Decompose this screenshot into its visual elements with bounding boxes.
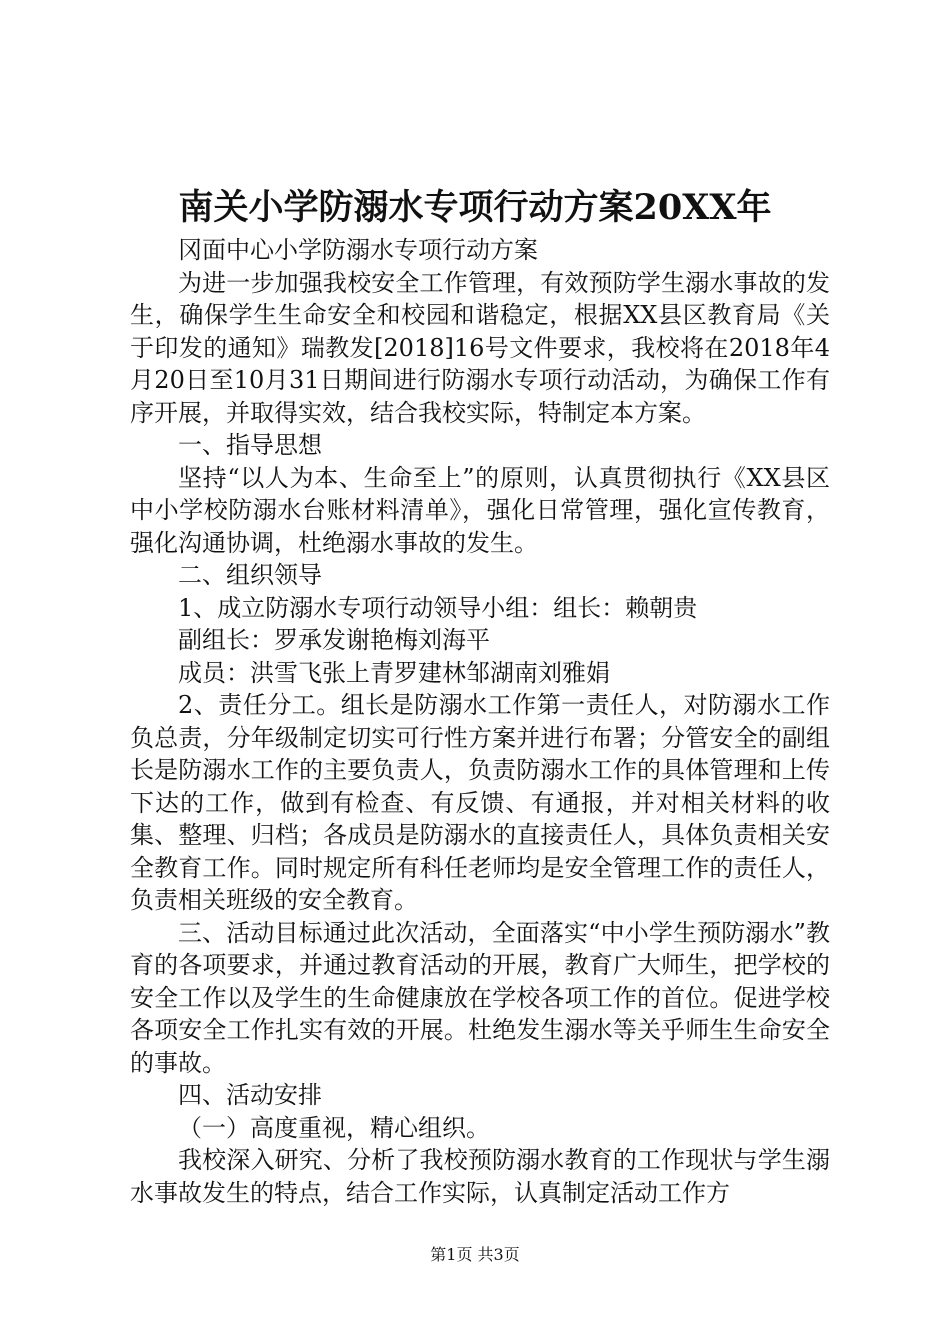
activity-goal-paragraph: 三、活动目标通过此次活动，全面落实“中小学生预防溺水”教育的各项要求，并通过教育活动的开展，教育广大师生，把学校的安全工作以及学生的生命健康放在学校各项工作的首位。促进学校各项安全工作扎实有效的开展。杜绝发生溺水等关乎师生生命安全的事故。 xyxy=(130,918,830,1077)
section-heading-organization: 二、组织领导 xyxy=(178,561,322,589)
intro-paragraph: 为进一步加强我校安全工作管理，有效预防学生溺水事故的发生，确保学生生命安全和校园和谐稳定，根据XX县区教育局《关于印发的通知》瑞教发[2018]16号文件要求，我校将在2018年4月20日至10月31日期间进行防溺水专项行动活动，为确保工作有序开展，并取得实效，结合我校实际，特制定本方案。 xyxy=(130,268,830,427)
guiding-thought-paragraph: 坚持“以人为本、生命至上”的原则，认真贯彻执行《XX县区中小学校防溺水台账材料清单》，强化日常管理，强化宣传教育，强化沟通协调，杜绝溺水事故的发生。 xyxy=(130,463,830,557)
subsection-heading-organize: （一）高度重视，精心组织。 xyxy=(178,1113,490,1142)
leader-group-line: 1、成立防溺水专项行动领导小组：组长：赖朝贵 xyxy=(178,593,698,622)
research-paragraph: 我校深入研究、分析了我校预防溺水教育的工作现状与学生溺水事故发生的特点，结合工作实际，认真制定活动工作方 xyxy=(130,1146,830,1207)
members-line: 成员：洪雪飞张上青罗建林邹湖南刘雅娟 xyxy=(178,658,610,687)
document-title: 南关小学防溺水专项行动方案20XX年 xyxy=(178,187,772,228)
document-body xyxy=(130,234,830,1209)
section-heading-arrangement: 四、活动安排 xyxy=(178,1081,322,1109)
section-heading-guiding-thought: 一、指导思想 xyxy=(178,431,322,459)
subtitle-paragraph: 冈面中心小学防溺水专项行动方案 xyxy=(178,236,538,264)
responsibility-paragraph: 2、责任分工。组长是防溺水工作第一责任人，对防溺水工作负总责，分年级制定切实可行性方案并进行布署；分管安全的副组长是防溺水工作的主要负责人，负责防溺水工作的具体管理和上传下达的工作，做到有检查、有反馈、有通报，并对相关材料的收集、整理、归档；各成员是防溺水的直接责任人，具体负责相关安全教育工作。同时规定所有科任老师均是安全管理工作的责任人，负责相关班级的安全教育。 xyxy=(130,691,830,914)
deputy-leaders-line: 副组长：罗承发谢艳梅刘海平 xyxy=(178,626,490,654)
page-number-footer: 第1页 共3页 xyxy=(430,1245,520,1264)
